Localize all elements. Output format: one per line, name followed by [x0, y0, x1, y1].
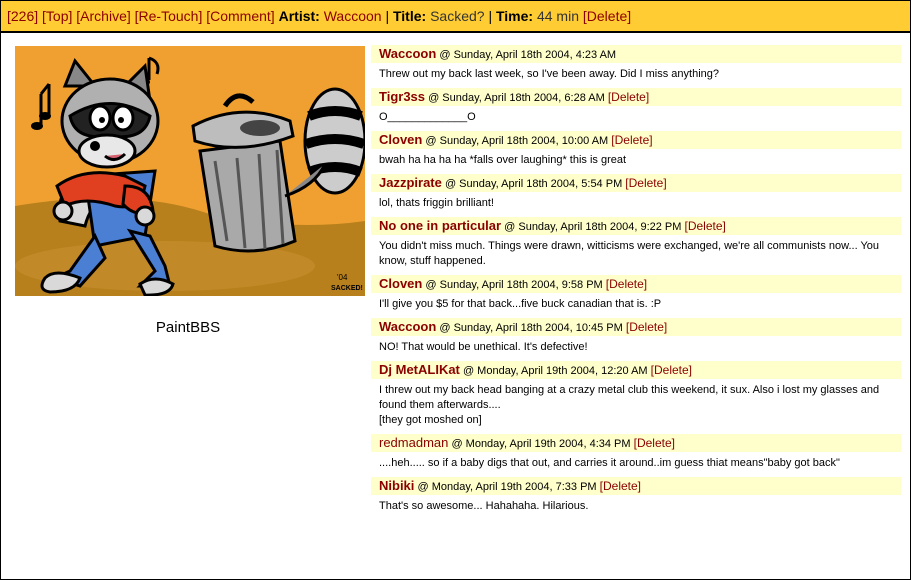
comment-author[interactable]: Cloven	[379, 132, 423, 147]
comment-date: @ Sunday, April 18th 2004, 4:23 AM	[439, 49, 617, 61]
artwork-image	[15, 46, 365, 296]
comment-text: You didn't miss much. Things were drawn, witticisms were exchanged, we're all communists now... You know, stuff happened.	[379, 240, 880, 267]
artwork-drawing	[15, 46, 365, 296]
artwork-signature: SACKED!	[331, 285, 363, 292]
comment-text: bwah ha ha ha ha *falls over laughing* this is great	[379, 154, 627, 166]
comment-header	[371, 45, 901, 63]
artist-label: Artist:	[278, 8, 320, 24]
time-value: 44 min	[536, 8, 579, 24]
comment-item	[371, 477, 901, 520]
comment-header	[371, 174, 901, 192]
comment-delete-link[interactable]: [Delete]	[633, 436, 675, 450]
comment-body	[371, 106, 901, 131]
comment-body	[371, 293, 901, 318]
comment-header	[371, 88, 901, 106]
comment-header	[371, 361, 901, 379]
comment-delete-link[interactable]: [Delete]	[607, 90, 650, 104]
title-label: Title:	[392, 8, 427, 24]
separator: |	[488, 8, 493, 24]
comment-date: @ Sunday, April 18th 2004, 10:45 PM	[439, 322, 623, 334]
archive-link[interactable]: [Archive]	[76, 8, 131, 24]
comment-author[interactable]: No one in particular	[379, 218, 502, 233]
comment-body	[371, 452, 901, 477]
comment-author[interactable]: Cloven	[379, 276, 423, 291]
comment-body	[371, 63, 901, 88]
post-count-link[interactable]: [226]	[7, 8, 39, 24]
delete-post-link[interactable]: [Delete]	[582, 8, 632, 24]
comment-delete-link[interactable]: [Delete]	[625, 176, 667, 190]
comment-item	[371, 131, 901, 174]
artist-value: Waccoon	[323, 8, 382, 24]
comment-link[interactable]: [Comment]	[206, 8, 275, 24]
comment-delete-link[interactable]: [Delete]	[605, 277, 648, 291]
comment-author[interactable]: Waccoon	[379, 319, 437, 334]
comment-text: O_____________O	[379, 111, 476, 123]
comment-body	[371, 495, 901, 520]
artwork-signature: '04	[337, 273, 348, 282]
comment-body	[371, 149, 901, 174]
comment-delete-link[interactable]: [Delete]	[650, 363, 693, 377]
comment-text: NO! That would be unethical. It's defective!	[379, 341, 588, 353]
comment-date: @ Sunday, April 18th 2004, 10:00 AM	[425, 135, 609, 147]
comment-item	[371, 88, 901, 131]
comment-author[interactable]: Waccoon	[379, 46, 437, 61]
time-label: Time:	[495, 8, 534, 24]
comment-date: @ Sunday, April 18th 2004, 9:22 PM	[504, 221, 682, 233]
comment-delete-link[interactable]: [Delete]	[611, 133, 653, 147]
comment-date: @ Monday, April 19th 2004, 7:33 PM	[417, 481, 597, 493]
comment-author[interactable]: Tigr3ss	[379, 89, 426, 104]
comment-author[interactable]: redmadman	[379, 435, 449, 450]
comment-date: @ Sunday, April 18th 2004, 5:54 PM	[444, 178, 623, 190]
comment-text: I'll give you $5 for that back...five buck canadian that is. :P	[379, 298, 662, 310]
title-value: Sacked?	[430, 8, 485, 24]
comment-header	[371, 477, 901, 495]
comment-date: @ Sunday, April 18th 2004, 9:58 PM	[425, 279, 603, 291]
comment-item	[371, 434, 901, 477]
comment-body	[371, 192, 901, 217]
comment-item	[371, 361, 901, 434]
comment-body	[371, 235, 901, 275]
comment-date: @ Monday, April 19th 2004, 4:34 PM	[451, 438, 631, 450]
comment-delete-link[interactable]: [Delete]	[599, 479, 642, 493]
comment-item	[371, 45, 901, 88]
comment-text: Threw out my back last week, so I've been away. Did I miss anything?	[379, 68, 719, 80]
comment-text: I threw out my back head banging at a crazy metal club this weekend, it sux. Also i lost my glasses and found them afterwards....	[379, 384, 880, 411]
comment-delete-link[interactable]: [Delete]	[625, 320, 668, 334]
comment-header	[371, 434, 901, 452]
comment-body	[371, 336, 901, 361]
comment-header	[371, 318, 901, 336]
comment-list	[371, 45, 901, 520]
comment-text: [they got moshed on]	[379, 414, 482, 426]
comment-header	[371, 217, 901, 235]
comment-item	[371, 217, 901, 275]
comment-header	[371, 131, 901, 149]
comment-header	[371, 275, 901, 293]
top-nav-bar	[1, 1, 910, 33]
comment-author[interactable]: Dj MetALIKat	[379, 362, 460, 377]
comment-text: That's so awesome... Hahahaha. Hilarious.	[379, 500, 589, 512]
comment-date: @ Sunday, April 18th 2004, 6:28 AM	[428, 92, 605, 104]
top-link[interactable]: [Top]	[42, 8, 73, 24]
separator: |	[385, 8, 390, 24]
comment-item	[371, 174, 901, 217]
comment-delete-link[interactable]: [Delete]	[684, 219, 726, 233]
app-label: PaintBBS	[155, 319, 221, 336]
comment-text: lol, thats friggin brilliant!	[379, 197, 494, 209]
comment-author[interactable]: Nibiki	[379, 478, 415, 493]
comment-date: @ Monday, April 19th 2004, 12:20 AM	[462, 365, 648, 377]
comment-text: ....heh..... so if a baby digs that out, and carries it around..im guess thiat means"baby got back"	[379, 457, 840, 469]
comment-item	[371, 275, 901, 318]
comment-body	[371, 379, 901, 434]
comment-author[interactable]: Jazzpirate	[379, 175, 442, 190]
comment-item	[371, 318, 901, 361]
retouch-link[interactable]: [Re-Touch]	[134, 8, 203, 24]
